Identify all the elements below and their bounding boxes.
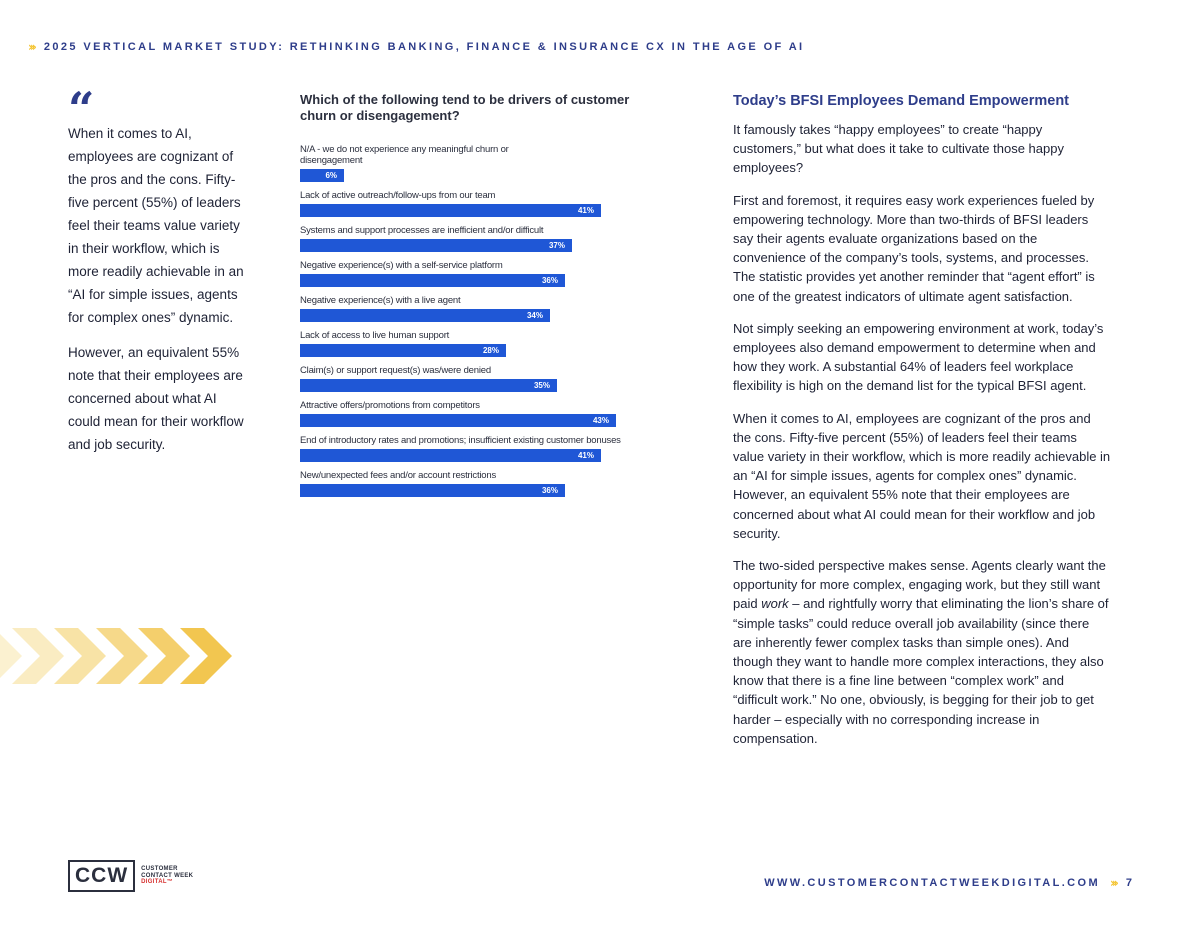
page-header [28,40,805,54]
article-paragraph: First and foremost, it requires easy work experiences fueled by empowering technology. More than two-thirds of BFSI leaders say their agents evaluate organizations based on the convenience of the company’s tools, systems, and processes. The statistic provides yet another reminder that “agent effort” is one of the greatest indicators of ultimate agent satisfaction. [733,192,1095,304]
bar-track [300,449,650,462]
bar-track [300,484,650,497]
bar-track [300,169,650,182]
paragraph-text: – and rightfully worry that eliminating the lion’s share of “simple tasks” could reduce overall job availability (since there are inherently fewer complex tasks than simple ones). And though they want to handle more complex interactions, they also know that there is a fine line between “complex work” and “difficult work.” No one, obviously, is begging for their job to get harder – especially with no corresponding increase in compensation. [733,596,1109,746]
bar-item [300,470,650,497]
page-number: 7 [1125,877,1132,889]
header-title: 2025 VERTICAL MARKET STUDY: RETHINKING BANKING, FINANCE & INSURANCE CX IN THE AGE OF AI [43,41,805,53]
bar-label: Negative experience(s) with a self-service platform [300,260,503,271]
article-paragraph: It famously takes “happy employees” to create “happy customers,” but what does it take to cultivate those happy employees? [733,122,1064,176]
bar-item [300,295,650,322]
bar-value-label: 37% [548,241,565,250]
bar [300,484,565,497]
bar [300,449,601,462]
bar [300,204,601,217]
bar-label: Negative experience(s) with a live agent [300,295,461,306]
bar-track [300,204,650,217]
chevron-right-icon: ››› [28,40,34,54]
bar-value-label: 36% [541,276,558,285]
bar-value-label: 28% [482,346,499,355]
bar-track [300,309,650,322]
bar-track [300,344,650,357]
bar-item [300,144,650,182]
bar [300,239,572,252]
bar-track [300,239,650,252]
bar-label: Systems and support processes are inefficient and/or difficult [300,225,544,236]
bar-label: New/unexpected fees and/or account restrictions [300,470,497,481]
logo-line: CUSTOMER [141,866,178,873]
bar-label: Lack of access to live human support [300,330,450,341]
bar-item [300,260,650,287]
bar-value-label: 36% [541,486,558,495]
bar [300,169,344,182]
bar-label: Claim(s) or support request(s) was/were denied [300,365,491,376]
bar-label: Attractive offers/promotions from competitors [300,400,480,411]
bar [300,414,616,427]
churn-drivers-chart [300,92,650,505]
footer-url-link[interactable]: WWW.CUSTOMERCONTACTWEEKDIGITAL.COM [764,877,1101,889]
bar [300,379,557,392]
pull-quote-paragraph: However, an equivalent 55% note that their employees are concerned about what AI could mean for their workflow and job security. [68,345,244,452]
bar [300,309,550,322]
bar [300,344,506,357]
bar-value-label: 41% [577,451,594,460]
bar-value-label: 35% [533,381,550,390]
bar-item [300,400,650,427]
quote-mark-icon: “ [68,82,91,136]
paragraph-text: The two-sided perspective makes sense. Agents clearly want the opportunity for more complex, engaging work, but they still want paid [733,558,1106,612]
bar-value-label: 41% [577,206,594,215]
bar-track [300,414,650,427]
bar-track [300,379,650,392]
article-paragraph [733,556,1111,748]
bar [300,274,565,287]
bar-item [300,190,650,217]
logo-mark: CCW [68,860,135,892]
bar-label: N/A - we do not experience any meaningful churn or disengagement [300,144,509,166]
chart-title: Which of the following tend to be drivers of customer churn or disengagement? [300,92,630,123]
logo-line-digital: DIGITAL™ [141,879,174,886]
bar-item [300,435,650,462]
article-paragraph: When it comes to AI, employees are cognizant of the pros and the cons. Fifty-five percent (55%) of leaders feel their teams value variety in their workflow, which is more readily achievable in an “AI for simple issues, agents for complex ones” dynamic. However, an equivalent 55% note that their employees are concerned about what AI could mean for their workflow and job security. [733,410,1111,541]
decorative-chevrons-icon [0,628,250,684]
bar-value-label: 34% [526,311,543,320]
bar-item [300,225,650,252]
ccw-logo[interactable] [68,860,193,892]
bar-list [300,144,650,497]
logo-line: CONTACT WEEK [141,872,194,879]
logo-wordmark [141,866,193,886]
article [733,92,1111,761]
pull-quote-paragraph: When it comes to AI, employees are cognizant of the pros and the cons. Fifty-five percent (55%) of leaders feel their teams value variety in their workflow, which is more readily achievable in an “AI for simple issues, agents for complex ones” dynamic. [68,126,244,325]
bar-label: End of introductory rates and promotions; insufficient existing customer bonuses [300,435,621,446]
bar-label: Lack of active outreach/follow-ups from our team [300,190,496,201]
page-footer [764,876,1132,890]
article-heading: Today’s BFSI Employees Demand Empowerment [733,93,1069,109]
emphasis-text: work [761,596,789,612]
chevron-right-icon: ››› [1110,876,1116,890]
bar-item [300,330,650,357]
bar-value-label: 6% [325,171,337,180]
bar-track [300,274,650,287]
bar-item [300,365,650,392]
bar-value-label: 43% [592,416,609,425]
article-paragraph: Not simply seeking an empowering environment at work, today’s employees also demand empowerment to determine when and how they work. A substantial 64% of leaders feel workplace flexibility is high on the demand list for the typical BFSI agent. [733,320,1104,394]
pull-quote [68,82,248,456]
